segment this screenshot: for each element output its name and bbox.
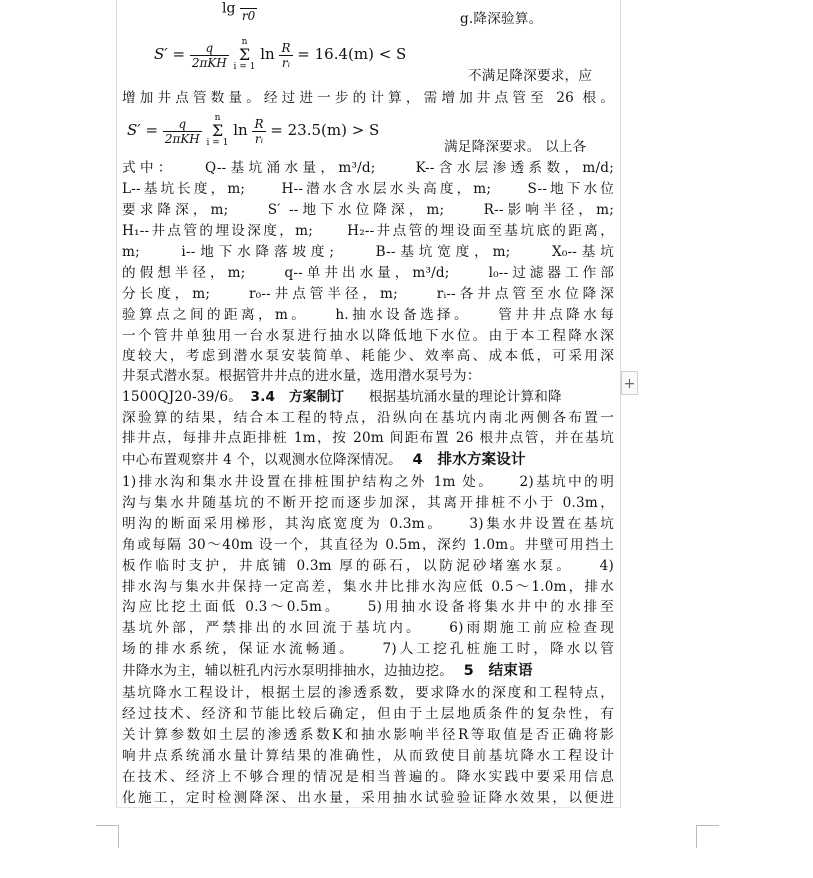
- text-line: 基坑降水工程设计，根据土层的渗透系数，要求降水的深度和工程特点，: [122, 685, 614, 701]
- text-line: 的假想半径，m; q--单井出水量，m³/d; l₀--过滤器工作部: [122, 265, 614, 281]
- text-span: 中心布置观察井 4 个，以观测水位降深情况。: [122, 452, 402, 468]
- text-line: 板作临时支护，井底铺 0.3m 厚的砾石，以防泥砂堵塞水泵。 4): [122, 558, 614, 574]
- text-line: 增加井点管数量。经过进一步的计算，需增加井点管至 26 根。: [122, 90, 614, 106]
- text-line: 沟与集水井随基坑的不断开挖而逐步加深，其离开排桩不小于 0.3m，: [122, 495, 614, 511]
- text-line: 场的排水系统，保证水流畅通。 7)人工挖孔桩施工时，降水以管: [122, 641, 614, 657]
- text-line: 1)排水沟和集水井设置在排桩围护结构之外 1m 处。 2)基坑中的明: [122, 474, 614, 490]
- text-line: g.降深验算。: [460, 11, 543, 27]
- text-line: 基坑外部，严禁排出的水回流于基坑内。 6)雨期施工前应检查现: [122, 620, 614, 636]
- formula-drawdown-2: S′ = $\frac{q}{\text{2πKH}}$ n Σ i = 1 ln $\frac{R}{\text{rᵢ}}$ = 23.5(m) > S: [127, 113, 380, 148]
- text-line: 验算点之间的距离，m。 h.抽水设备选择。 管井井点降水每: [122, 307, 614, 323]
- text-line: 明沟的断面采用梯形，其沟底宽度为 0.3m。 3)集水井设置在基坑: [122, 516, 614, 532]
- text-line: 一个管井单独用一台水泵进行抽水以降低地下水位。由于本工程降水深: [122, 328, 614, 344]
- text-line-mixed: [122, 387, 614, 407]
- formula-drawdown-1: S′ = $\frac{q}{\text{2πKH}}$ n Σ i = 1 ln $\frac{R}{\text{rᵢ}}$ = 16.4(m) < S: [154, 37, 407, 72]
- text-line: 化施工，定时检测降深、出水量，采用抽水试验验证降水效果，以便进: [122, 790, 614, 806]
- heading-3-4: 3.4 方案制订: [250, 389, 345, 405]
- page-right-edge: [620, 0, 621, 808]
- text-line: 在技术、经济上不够合理的情况是相当普遍的。降水实践中要采用信息: [122, 769, 614, 785]
- text-line: 排井点，每排井点距排桩 1m，按 20m 间距布置 26 根井点管，并在基坑: [122, 430, 614, 446]
- heading-4: 4 排水方案设计: [412, 452, 526, 468]
- text-line: H₁--井点管的埋设深度，m; H₂--井点管的埋设面至基坑底的距离，: [122, 223, 614, 239]
- crop-mark-left: [96, 825, 119, 848]
- text-line-mixed: [122, 661, 614, 681]
- text-line: m; i--地下水降落坡度; B--基坑宽度，m; X₀--基坑: [122, 244, 614, 260]
- text-line: L--基坑长度，m; H--潜水含水层水头高度，m; S--地下水位: [122, 181, 614, 197]
- text-line: 要求降深，m; S′ --地下水位降深，m; R--影响半径，m;: [122, 202, 614, 218]
- text-line: 井泵式潜水泵。根据管井井点的进水量，选用潜水泵号为：: [122, 368, 481, 384]
- text-line: 度较大，考虑到潜水泵安装简单、耗能少、效率高、成本低，可采用深: [122, 348, 614, 364]
- text-line: 深验算的结果，结合本工程的特点，沿纵向在基坑内南北两侧各布置一: [122, 410, 614, 426]
- text-line: 角或每隔 30～40m 设一个，其直径为 0.5m，深约 1.0m。井壁可用挡土: [122, 537, 614, 553]
- text-line: 排水沟与集水井保持一定高差，集水井比排水沟应低 0.5～1.0m，排水: [122, 579, 614, 595]
- text-line: 不满足降深要求，应: [468, 68, 593, 84]
- text-line: 经过技术、经济和节能比较后确定，但由于土层地质条件的复杂性，有: [122, 706, 614, 722]
- text-line-mixed: [122, 450, 614, 470]
- text-line: 满足降深要求。 以上各: [444, 139, 587, 155]
- formula-top-fragment: lg r0: [222, 0, 257, 23]
- heading-5: 5 结束语: [463, 663, 533, 679]
- text-line: 式中： Q--基坑涌水量，m³/d; K--含水层渗透系数，m/d;: [122, 160, 614, 176]
- text-line: 响井点系统涌水量计算结果的准确性，从而致使目前基坑降水工程设计: [122, 748, 614, 764]
- text-line: 分长度，m; r₀--井点管半径，m; rᵢ--各井点管至水位降深: [122, 286, 614, 302]
- crop-mark-right: [696, 825, 719, 848]
- text-line: 沟应比挖土面低 0.3～0.5m。 5)用抽水设备将集水井中的水排至: [122, 599, 614, 615]
- expand-plus-icon[interactable]: +: [621, 371, 638, 395]
- page-left-edge: [116, 0, 117, 808]
- pump-model: 1500QJ20-39/6。: [122, 389, 242, 405]
- text-line: 关计算参数如土层的渗透系数K和抽水影响半径R等取值是否正确将影: [122, 727, 614, 743]
- text-span: 井降水为主，辅以桩孔内污水泵明排抽水，边抽边挖。: [122, 663, 454, 679]
- text-span: 根据基坑涌水量的理论计算和降: [368, 389, 562, 405]
